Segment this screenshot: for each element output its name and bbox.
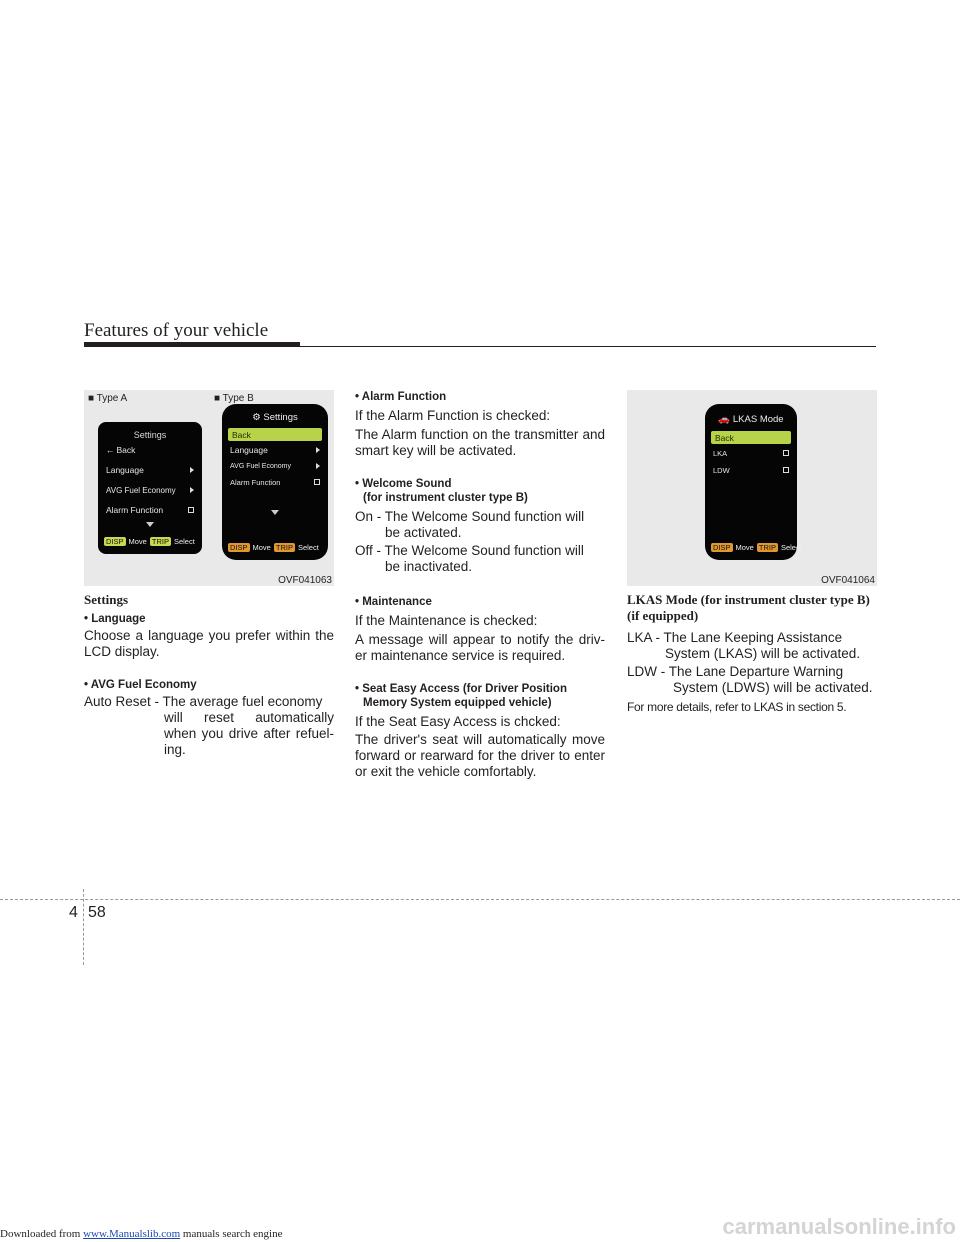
seat-line1: If the Seat Easy Access is chcked: <box>355 714 561 729</box>
settings-figure <box>84 390 334 586</box>
screen-b-language: Language <box>222 441 328 458</box>
screen-b-avg: AVG Fuel Economy <box>222 458 328 474</box>
screen-a-alarm: Alarm Function <box>98 500 202 520</box>
header-bar <box>84 342 300 347</box>
seat-bullet: • Seat Easy Access (for Driver Position Memory System equipped vehicle) <box>355 683 567 709</box>
avg-bullet: • AVG Fuel Economy <box>84 679 197 691</box>
screen-type-a <box>98 422 202 554</box>
watermark: carmanualsonline.info <box>722 1214 956 1239</box>
scroll-down-icon <box>271 510 279 515</box>
welcome-on-item: On - The Welcome Sound function will be activated. <box>355 509 585 540</box>
screen-a-language: Language <box>98 460 202 480</box>
chevron-right-icon <box>190 467 194 473</box>
column-3 <box>627 390 877 715</box>
maintenance-bullet: • Maintenance <box>355 596 432 608</box>
screen-type-b <box>222 404 328 560</box>
auto-reset-item: Auto Reset - The average fuel economy will reset automatically when you drive after refuel-ing. <box>84 694 334 757</box>
lka-item: LKA - The Lane Keeping Assistance System (LKAS) will be activated. <box>627 630 861 661</box>
more-details-text: For more details, refer to LKAS in section 5. <box>627 700 847 714</box>
screen-a-footer: DISP Move TRIP Select <box>106 537 195 546</box>
language-bullet: • Language <box>84 613 146 625</box>
lkas-screen-ldw: LDW <box>705 462 797 478</box>
lkas-screen-lka: LKA <box>705 444 797 462</box>
back-arrow-icon: ← <box>106 445 115 455</box>
screen-lkas <box>705 404 802 560</box>
footer-dashed-line <box>0 899 960 900</box>
language-text: Choose a language you prefer within the LCD display. <box>84 628 334 659</box>
footer-vertical-dashed-line <box>83 889 84 965</box>
seat-line2: The driver's seat will automatically move forward or rearward for the driver to enter or exit the vehicle comfortably. <box>355 732 605 779</box>
checkbox-icon <box>314 479 320 485</box>
lkas-figure <box>627 390 877 586</box>
ldw-item: LDW - The Lane Departure Warning System (LDWS) will be activated. <box>627 664 873 695</box>
chapter-number: 4 <box>69 904 78 921</box>
settings-heading: Settings <box>84 592 129 607</box>
checkbox-icon <box>783 467 789 473</box>
page-header-title: Features of your vehicle <box>84 320 269 341</box>
screen-a-back: ← Back <box>106 445 136 455</box>
lkas-screen-footer: DISP Move TRIP Select <box>713 543 802 552</box>
maintenance-line2: A message will appear to notify the driv-er maintenance service is required. <box>355 632 605 663</box>
maintenance-line1: If the Maintenance is checked: <box>355 613 538 628</box>
lkas-heading: LKAS Mode (for instrument cluster type B) (if equipped) <box>627 592 870 623</box>
download-line: Downloaded from www.Manualslib.com manuals search engine <box>0 1228 283 1240</box>
column-2 <box>355 390 605 780</box>
type-b-label: ■ Type B <box>214 393 254 404</box>
screen-b-back: Back <box>228 428 322 441</box>
gear-icon: ⚙ <box>252 412 261 423</box>
alarm-line1: If the Alarm Function is checked: <box>355 408 551 423</box>
car-icon: 🚗 <box>718 414 731 425</box>
screen-a-avg: AVG Fuel Economy <box>98 480 202 500</box>
chevron-right-icon <box>190 487 194 493</box>
screen-b-alarm: Alarm Function <box>222 474 328 490</box>
lkas-screen-back: Back <box>711 431 791 444</box>
alarm-line2: The Alarm function on the transmitter and smart key will be activated. <box>355 427 605 458</box>
lkas-screen-title: 🚗 LKAS Mode <box>718 414 784 425</box>
type-a-label: ■ Type A <box>88 393 128 404</box>
screen-a-title: Settings <box>133 430 167 440</box>
chevron-right-icon <box>316 463 320 469</box>
page-number: 58 <box>88 904 106 921</box>
column-1 <box>84 390 334 758</box>
figure-code: OVF041063 <box>278 575 332 586</box>
welcome-off-item: Off - The Welcome Sound function will be inactivated. <box>355 543 584 574</box>
figure-code: OVF041064 <box>821 575 875 586</box>
checkbox-icon <box>188 507 194 513</box>
welcome-bullet: • Welcome Sound (for instrument cluster type B) <box>355 478 528 504</box>
screen-b-title: ⚙ Settings <box>252 412 298 423</box>
alarm-bullet: • Alarm Function <box>355 391 447 403</box>
manualslib-link[interactable]: www.Manualslib.com <box>83 1228 181 1240</box>
scroll-down-icon <box>146 522 154 527</box>
screen-b-footer: DISP Move TRIP Select <box>230 543 319 552</box>
checkbox-icon <box>783 450 789 456</box>
chevron-right-icon <box>316 447 320 453</box>
